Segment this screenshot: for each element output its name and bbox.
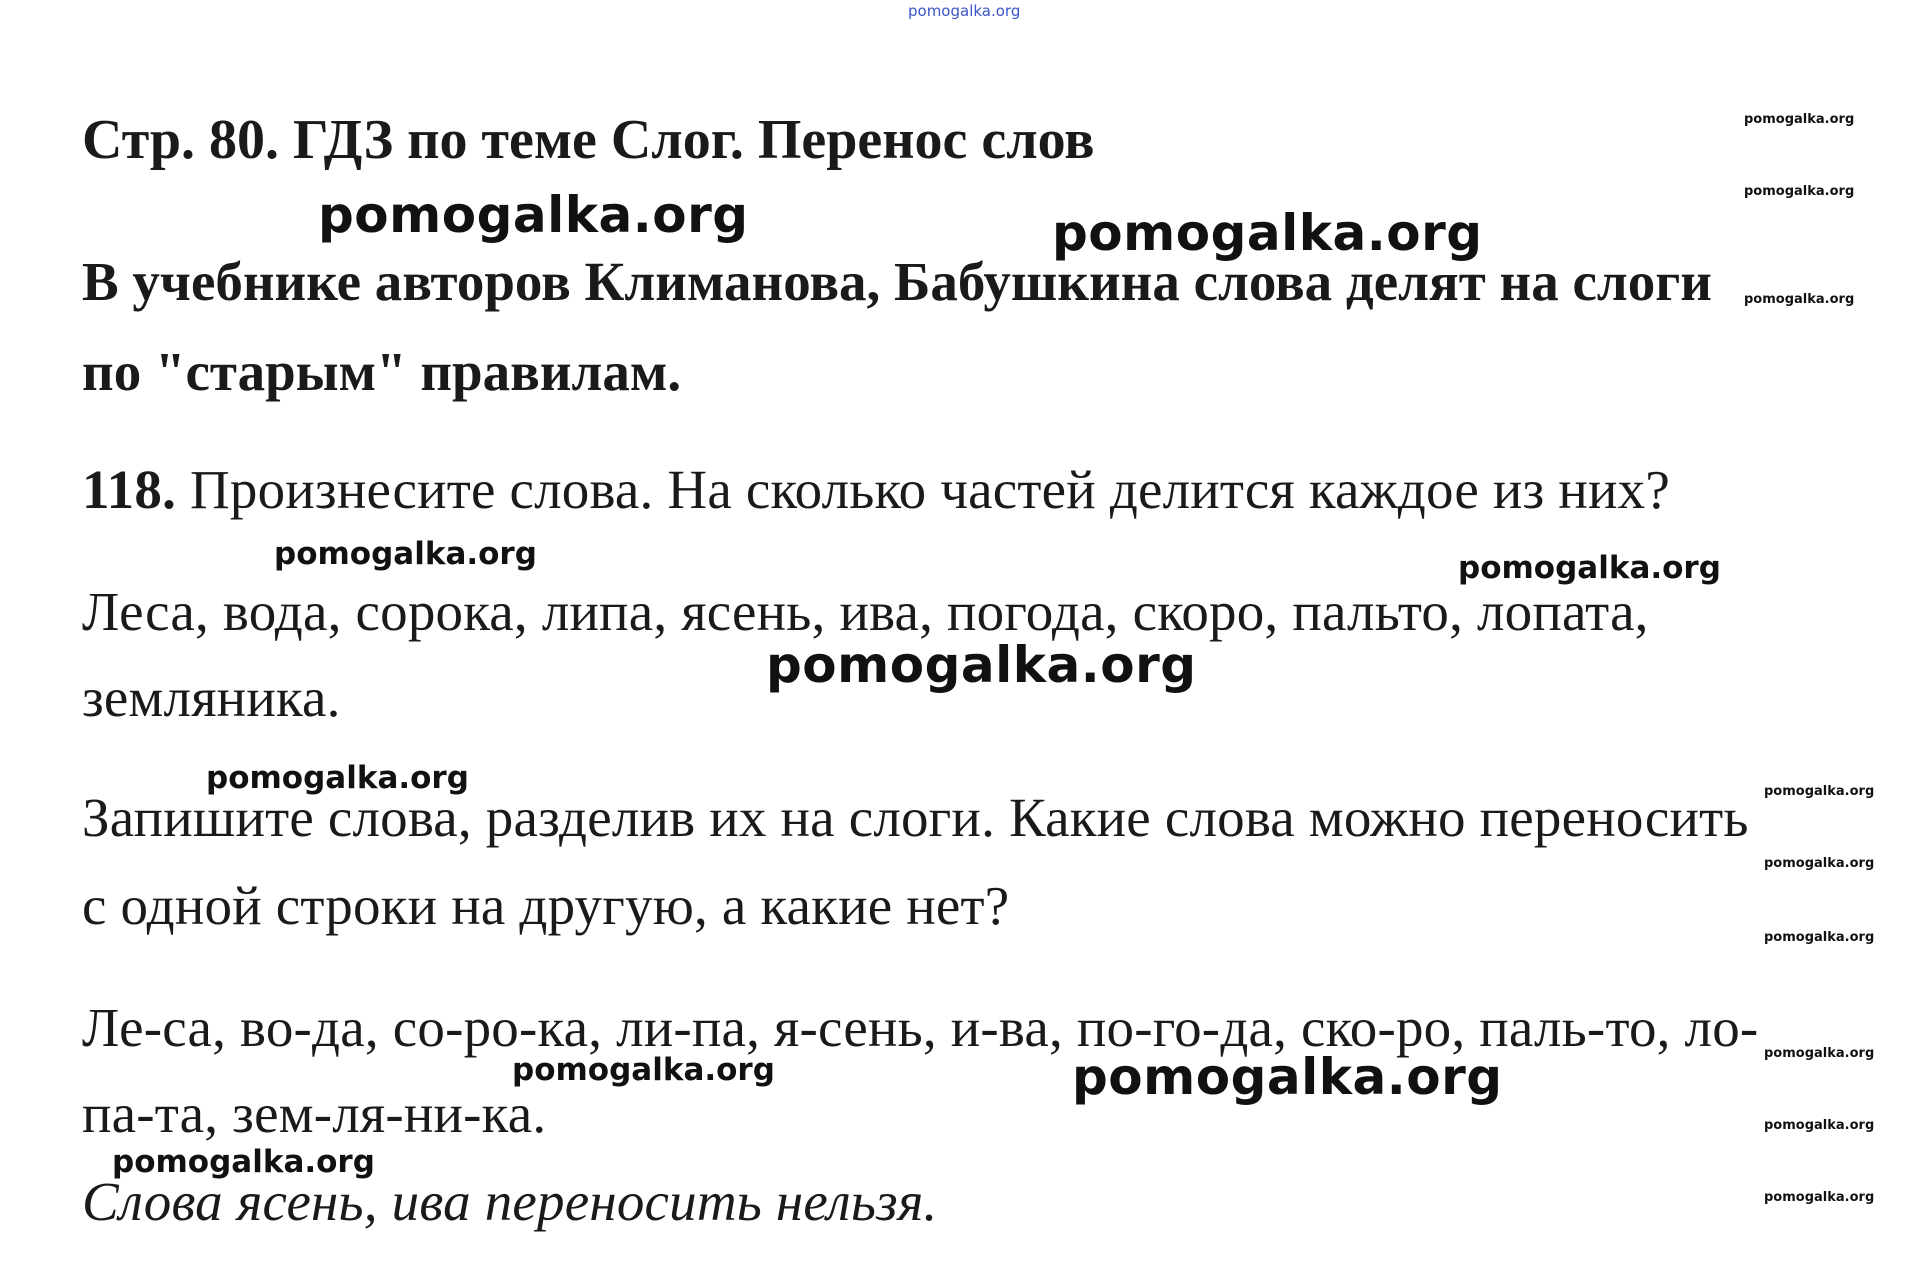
watermark: pomogalka.org: [1764, 1118, 1875, 1133]
watermark: pomogalka.org: [1052, 204, 1483, 262]
watermark: pomogalka.org: [1744, 292, 1855, 307]
watermark: pomogalka.org: [1744, 112, 1855, 127]
watermark: pomogalka.org: [1764, 1046, 1875, 1061]
watermark: pomogalka.org: [112, 1144, 375, 1180]
watermark: pomogalka.org: [274, 536, 537, 572]
task-line-2: с одной строки на другую, а какие нет?: [82, 875, 1010, 936]
word-list-line-1: Леса, вода, сорока, липа, ясень, ива, погода, скоро, пальто, лопата,: [82, 581, 1649, 642]
watermark: pomogalka.org: [1764, 784, 1875, 799]
watermark: pomogalka.org: [1744, 184, 1855, 199]
exercise-prompt-text: Произнесите слова. На сколько частей делится каждое из них?: [189, 459, 1670, 520]
watermark: pomogalka.org: [206, 760, 469, 796]
exercise-number: 118.: [82, 459, 177, 520]
watermark: pomogalka.org: [1072, 1048, 1503, 1106]
watermark: pomogalka.org: [512, 1052, 775, 1088]
watermark: pomogalka.org: [766, 636, 1197, 694]
watermark: pomogalka.org: [1764, 856, 1875, 871]
site-link[interactable]: pomogalka.org: [908, 2, 1021, 20]
page-title: Стр. 80. ГДЗ по теме Слог. Перенос слов: [82, 109, 1095, 171]
watermark: pomogalka.org: [1458, 550, 1721, 586]
exercise-prompt: [82, 458, 1670, 521]
task-line-1: Запишите слова, разделив их на слоги. Какие слова можно переносить: [82, 787, 1749, 848]
watermark: pomogalka.org: [1764, 930, 1875, 945]
watermark: pomogalka.org: [318, 186, 749, 244]
word-list-line-2: земляника.: [82, 667, 341, 728]
note-line-1: В учебнике авторов Климанова, Бабушкина слова делят на слоги: [82, 251, 1712, 312]
answer-line-1: Ле-са, во-да, со-ро-ка, ли-па, я-сень, и-ва, по-го-да, ско-ро, паль-то, ло-: [82, 997, 1759, 1058]
watermark: pomogalka.org: [1764, 1190, 1875, 1205]
note-line-2: по "старым" правилам.: [82, 341, 682, 402]
conclusion: Слова ясень, ива переносить нельзя.: [82, 1171, 938, 1232]
answer-line-2: па-та, зем-ля-ни-ка.: [82, 1083, 547, 1144]
